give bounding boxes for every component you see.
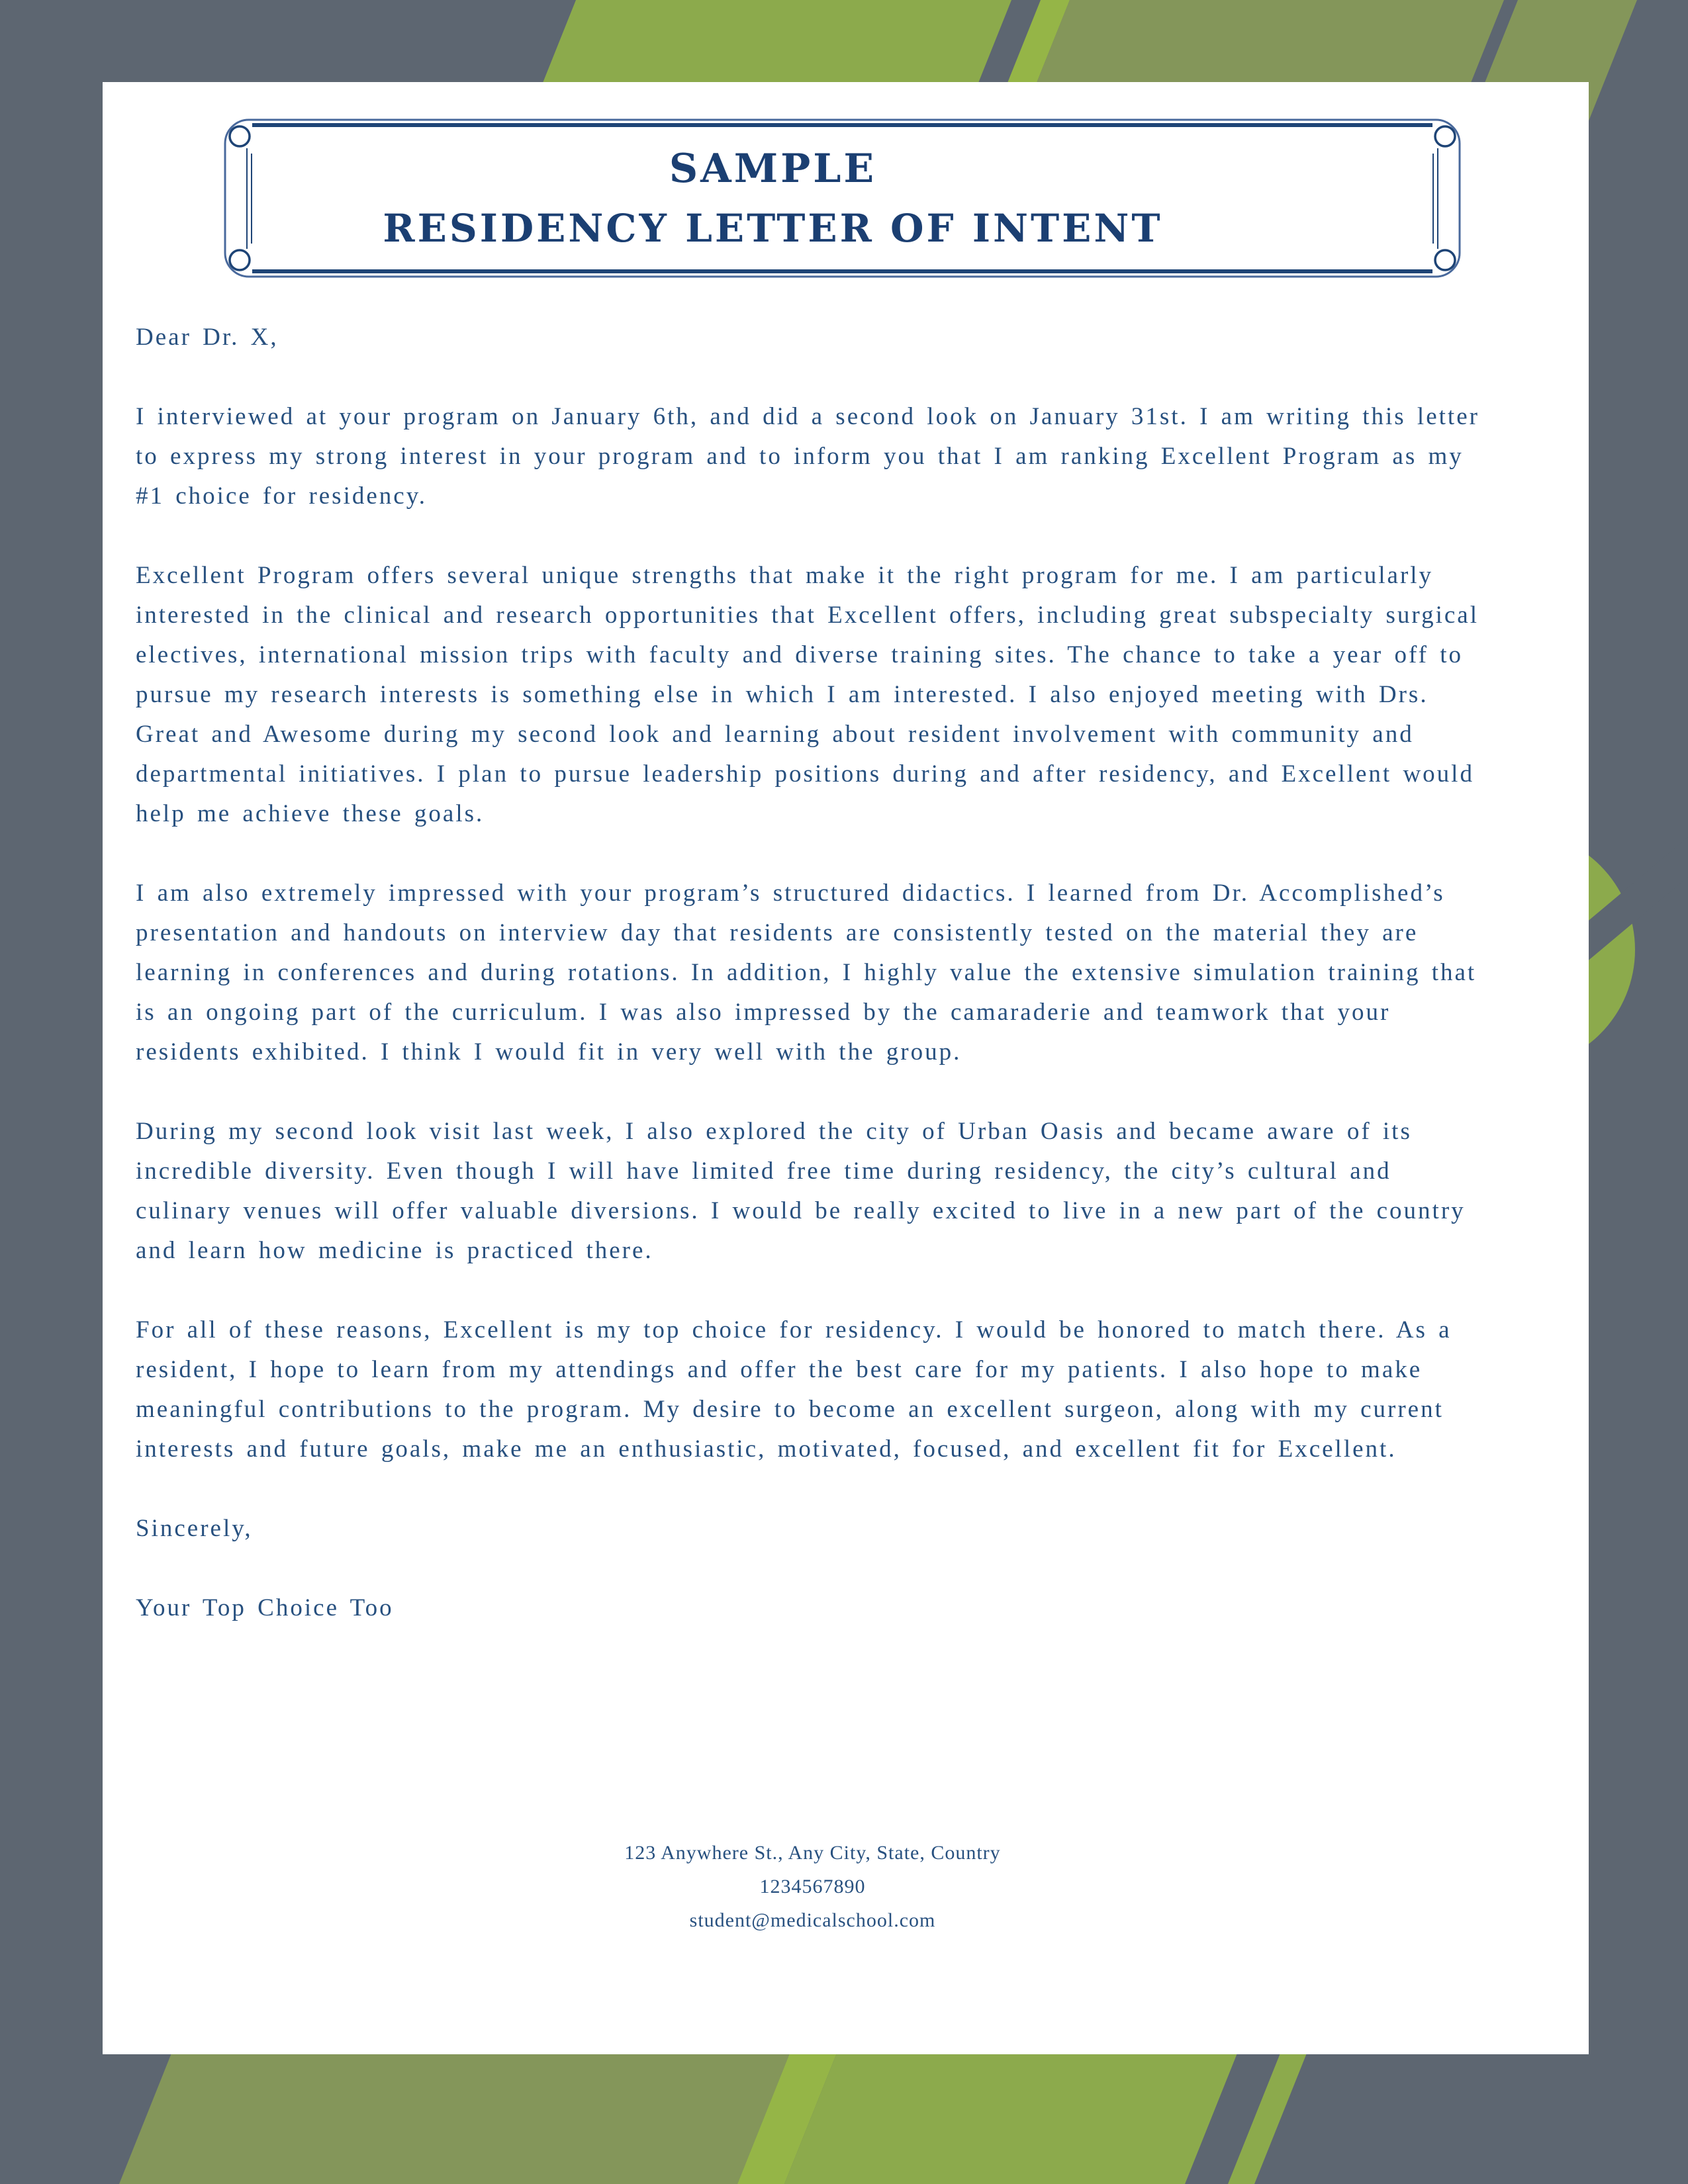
title-block: [222, 116, 1463, 280]
contact-address: 123 Anywhere St., Any City, State, Country: [624, 1842, 1001, 1864]
contact-block: [136, 1836, 1489, 1937]
salutation: Dear Dr. X,: [136, 324, 279, 351]
bottom-stripe-band: [119, 2052, 1307, 2184]
contact-email: student@medicalschool.com: [689, 1909, 936, 1931]
paragraph-5: For all of these reasons, Excellent is my top choice for residency. I would be honored to match there. As a resident, I hope to learn from my attendings and offer the best care for my patients. I also hope to make meaningful contributions to the program. My desire to become an excellent surgeon, along with my current interests and future goals, make me an enthusiastic, motivated, focused, and excellent fit for Excellent.: [136, 1316, 1452, 1463]
signature-name: Your Top Choice Too: [136, 1594, 394, 1621]
letter-body: [136, 318, 1489, 1668]
title-frame: [222, 116, 1463, 280]
contact-phone: 1234567890: [759, 1876, 866, 1897]
paragraph-1: I interviewed at your program on January 6th, and did a second look on January 31st. I am writing this letter to express my strong interest in your program and to inform you that I am ranking Excellent Program as my #1 choice for residency.: [136, 403, 1479, 510]
closing: Sincerely,: [136, 1515, 253, 1542]
document-label: SAMPLE: [669, 145, 877, 192]
paragraph-3: I am also extremely impressed with your program’s structured didactics. I learned from Dr. Accomplished’s presentation and handouts on interview day that residents are consistently tested on the material they are learning in conferences and during rotations. In addition, I highly value the extensive simulation training that is an ongoing part of the curriculum. I was also impressed by the camaraderie and teamwork that your residents exhibited. I think I would fit in very well with the group.: [136, 880, 1477, 1066]
document-title: RESIDENCY LETTER OF INTENT: [383, 205, 1163, 251]
paragraph-2: Excellent Program offers several unique strengths that make it the right program for me. I am particularly interested in the clinical and research opportunities that Excellent offers, including great subspecialty surgical electives, international mission trips with faculty and diverse training sites. The chance to take a year off to pursue my research interests is something else in which I am interested. I also enjoyed meeting with Drs. Great and Awesome during my second look and learning about resident involvement with community and departmental initiatives. I plan to pursue leadership positions during and after residency, and Excellent would help me achieve these goals.: [136, 562, 1479, 827]
letter-page: [103, 82, 1589, 2054]
paragraph-4: During my second look visit last week, I also explored the city of Urban Oasis and became aware of its incredible diversity. Even though I will have limited free time during residency, the city’s cultural and culinary venues will offer valuable diversions. I would be really excited to live in a new part of the country and learn how medicine is practiced there.: [136, 1118, 1466, 1264]
